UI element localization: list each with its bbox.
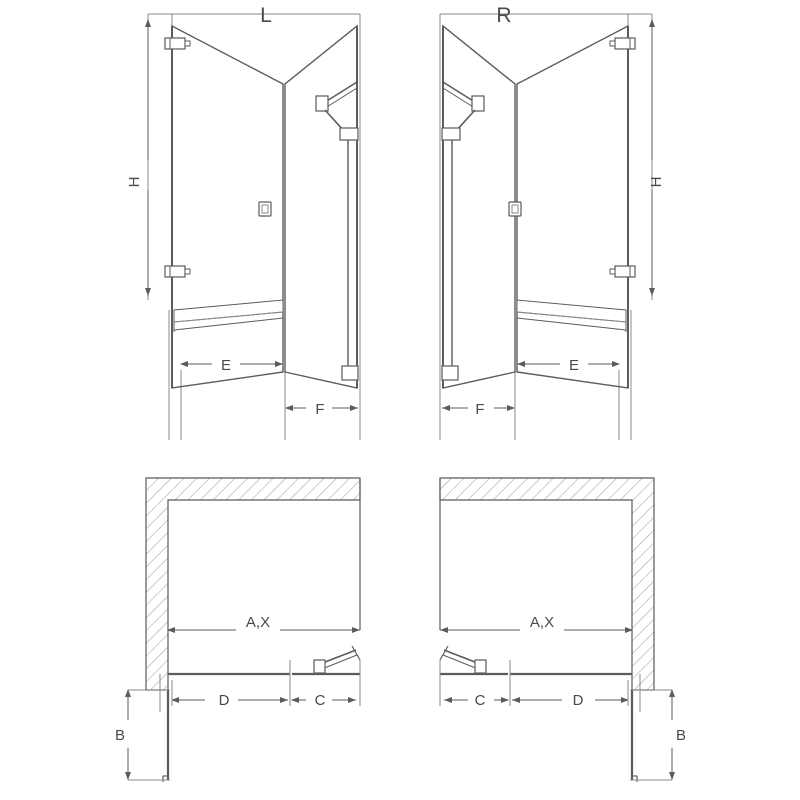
door-swing-hardware-left xyxy=(314,646,360,673)
plan-view-left xyxy=(115,478,360,782)
dimension-F-left xyxy=(286,401,358,418)
dimension-label-F-left: F xyxy=(315,401,325,418)
wall-hatching-right xyxy=(440,478,654,690)
dimension-label-B-right: B xyxy=(675,727,687,744)
dimension-D-left xyxy=(172,692,288,709)
dimension-AX-left xyxy=(168,614,360,631)
plan-view-right xyxy=(440,478,686,782)
dimension-label-F-right: F xyxy=(475,401,485,418)
dimension-label-D-right: D xyxy=(572,692,584,709)
glass-panels-right xyxy=(443,26,628,388)
dimension-B-right xyxy=(630,674,686,780)
view-title-left: L xyxy=(260,4,272,27)
dimension-F-right xyxy=(442,401,514,418)
handle-left xyxy=(259,202,271,216)
door-panel-right xyxy=(517,26,628,388)
dimension-label-B-left: B xyxy=(114,727,126,744)
stabilizer-bar-left xyxy=(316,82,358,380)
hinge-lower-right xyxy=(610,266,635,277)
glass-plan-right xyxy=(440,674,637,782)
elevation-view-left xyxy=(126,4,360,440)
wall-hatching-left xyxy=(146,478,360,690)
dimension-C-left xyxy=(292,692,356,709)
dimension-label-C-left: C xyxy=(314,692,326,709)
glass-plan-left xyxy=(163,674,360,782)
handle-right xyxy=(509,202,521,216)
plan-extension-lines-left xyxy=(172,660,360,706)
plan-extension-lines-right xyxy=(440,660,628,706)
dimension-label-E-left: E xyxy=(220,357,232,374)
hinge-upper-left xyxy=(165,38,190,49)
dimension-E-left xyxy=(181,357,283,374)
dimension-label-C-right: C xyxy=(474,692,486,709)
stabilizer-bar-right xyxy=(442,82,484,380)
fixed-panel-left xyxy=(285,26,357,388)
bottom-seal-right xyxy=(517,300,626,332)
dimension-label-H-left: H xyxy=(126,176,143,188)
dimension-label-E-right: E xyxy=(568,357,580,374)
dimension-label-AX-right: A,X xyxy=(529,614,555,631)
dimension-label-H-right: H xyxy=(648,176,665,188)
dimension-label-D-left: D xyxy=(218,692,230,709)
dimension-H-left xyxy=(126,20,148,296)
dimension-H-right xyxy=(648,20,665,296)
dimension-D-right xyxy=(512,692,628,709)
dimension-E-right xyxy=(517,357,619,374)
hinge-upper-right xyxy=(610,38,635,49)
elevation-view-right xyxy=(440,4,665,440)
fixed-panel-right xyxy=(443,26,515,388)
dimension-label-AX-left: A,X xyxy=(245,614,271,631)
hinge-lower-left xyxy=(165,266,190,277)
dimension-B-left xyxy=(115,674,170,780)
dimension-C-right xyxy=(444,692,508,709)
bottom-seal-left xyxy=(174,300,283,332)
door-swing-hardware-right xyxy=(440,646,486,673)
view-title-right: R xyxy=(496,4,512,27)
dimension-AX-right xyxy=(440,614,632,631)
